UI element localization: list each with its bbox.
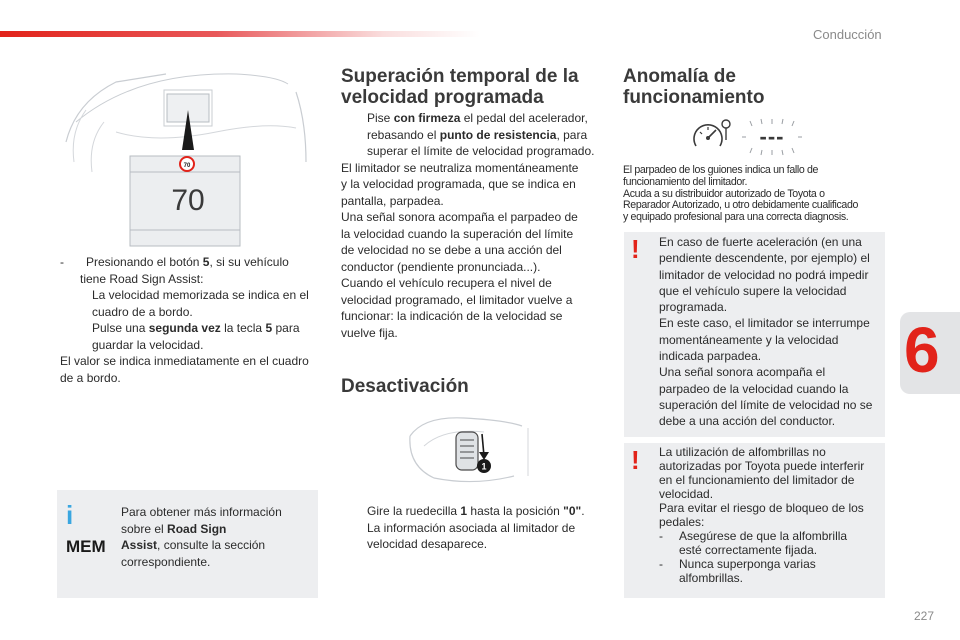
dash-marker: - — [659, 557, 663, 571]
heading-line: Superación temporal de la — [341, 66, 579, 87]
warning-line: parpadeo de la velocidad cuando la — [659, 381, 849, 396]
warning-icon: ! — [631, 234, 640, 264]
middle-step — [341, 110, 609, 127]
page-number: 227 — [914, 609, 935, 623]
floor-mat-bullet — [659, 529, 883, 557]
warning-line: Para evitar el riesgo de bloqueo de los — [659, 501, 864, 515]
middle-bold: con firmeza — [393, 111, 461, 125]
middle-text: rebasando el — [367, 127, 440, 142]
fault-line: funcionamiento del limitador. — [623, 175, 748, 188]
middle-line: la velocidad cuando la superación del límite — [341, 226, 574, 241]
left-text: Pulse una — [92, 321, 149, 335]
info-text: , consulte la sección — [157, 538, 266, 552]
middle-line: de velocidad no se debe a una acción del — [341, 243, 562, 257]
warning-line: velocidad. — [659, 487, 714, 501]
middle-line: vuelve fija. — [341, 325, 398, 340]
left-line: cuadro de a bordo. — [92, 304, 193, 319]
left-text: Presionando el botón — [86, 255, 203, 269]
left-sub-bullet — [60, 287, 322, 304]
warning-line: En este caso, el limitador se interrumpe — [659, 316, 870, 331]
warning-line: superación del límite de velocidad no se — [659, 397, 873, 412]
info-line: Para obtener más información — [121, 505, 282, 519]
info-bold: Road Sign — [167, 521, 227, 536]
left-text: la tecla — [220, 321, 266, 335]
warning-line: debe a una acción del conductor. — [659, 414, 836, 429]
key-5: 5 — [202, 255, 210, 269]
warning-line: autorizadas por Toyota puede interferir — [659, 459, 865, 473]
deact-text: Gire la ruedecilla — [367, 504, 461, 518]
left-step-1 — [60, 254, 322, 271]
middle-line: Cuando el vehículo recupera el nivel de — [341, 276, 552, 290]
speed-display-text: 70 — [171, 184, 205, 217]
warning-line: programada. — [659, 300, 728, 315]
header-accent-bar — [0, 31, 480, 37]
info-icon: i — [66, 500, 74, 530]
middle-line: velocidad programado, el limitador vuelve a — [341, 292, 573, 307]
warning-text-floor-mats — [659, 445, 883, 585]
deact-text: . — [581, 504, 585, 518]
fault-description — [623, 165, 885, 224]
left-sub-bullet — [60, 320, 322, 337]
warning-line: Una señal sonora acompaña el — [659, 365, 826, 380]
heading-line: velocidad programada — [341, 87, 544, 108]
warning-line: La utilización de alfombrillas no — [659, 445, 826, 459]
middle-text: el pedal del acelerador, — [460, 111, 588, 125]
warning-line: Nunca superponga varias — [679, 557, 816, 571]
deact-line: La información asociada al limitador de — [367, 520, 576, 535]
dashes-display: --- — [759, 124, 785, 149]
warning-line: que el vehículo supere la velocidad — [659, 283, 847, 298]
speed-badge-text: 70 — [183, 163, 191, 169]
fault-line: y equipado profesional para una correcta diagnosis. — [623, 211, 849, 224]
middle-body — [341, 110, 609, 341]
deactivation-step — [341, 503, 609, 520]
middle-text: Pise — [367, 111, 394, 125]
lever-callout-number: 1 — [481, 461, 487, 472]
left-text: , si su vehículo — [209, 255, 289, 269]
warning-icon: ! — [631, 445, 640, 475]
info-box-text — [121, 504, 311, 570]
section-title: Conducción — [813, 27, 882, 42]
info-line: correspondiente. — [121, 554, 211, 569]
left-text: La velocidad memorizada se indica en el — [92, 288, 309, 302]
heading-line: funcionamiento — [623, 87, 765, 108]
fault-line: Reparador Autorizado, u otro debidamente cualificado — [623, 199, 859, 212]
instrument-cluster-illustration — [56, 62, 318, 262]
right-heading — [623, 66, 863, 108]
mem-label: MEM — [66, 537, 106, 556]
middle-text: , para — [556, 127, 588, 142]
middle-line: El limitador se neutraliza momentáneamente — [341, 160, 579, 175]
deactivation-heading: Desactivación — [341, 376, 469, 397]
left-line: El valor se indica inmediatamente en el cuadro — [60, 354, 309, 368]
warning-line: en el funcionamiento del limitador de — [659, 473, 855, 487]
lever-illustration — [404, 406, 534, 488]
info-bold: Assist — [121, 538, 158, 552]
middle-line: funcionar: la indicación de la velocidad se — [341, 309, 563, 323]
warning-line: esté correctamente fijada. — [679, 543, 818, 557]
fault-line: Acuda a su distribuidor autorizado de Toyota o — [623, 187, 825, 200]
info-line — [121, 537, 311, 554]
fault-line: El parpadeo de los guiones indica un fallo de — [623, 164, 819, 176]
middle-line: Una señal sonora acompaña el parpadeo de — [341, 210, 578, 224]
middle-line: pantalla, parpadea. — [341, 193, 444, 208]
middle-line: superar el límite de velocidad programado. — [367, 144, 595, 158]
warning-line: pedales: — [659, 515, 705, 529]
floor-mat-bullet — [659, 557, 883, 585]
left-instructions — [60, 254, 322, 386]
warning-text-acceleration — [659, 234, 883, 430]
info-text: sobre el — [121, 521, 168, 536]
left-bold: segunda vez — [148, 321, 221, 335]
left-bold: 5 — [265, 321, 273, 335]
middle-line — [341, 127, 609, 144]
blinking-dashes-icon — [738, 118, 806, 158]
middle-heading — [341, 66, 601, 108]
heading-line: Anomalía de — [623, 66, 736, 87]
middle-bold: punto de resistencia — [439, 127, 557, 142]
deact-bold: "0" — [563, 504, 582, 518]
deact-bold: 1 — [460, 504, 468, 518]
dash-marker: - — [60, 255, 64, 269]
warning-line: Asegúrese de que la alfombrilla — [679, 529, 848, 543]
speed-limiter-icon — [690, 118, 732, 154]
middle-line: conductor (pendiente pronunciada...). — [341, 259, 541, 274]
dash-marker: - — [659, 529, 663, 543]
left-line: guardar la velocidad. — [92, 337, 204, 352]
left-text: para — [272, 321, 300, 335]
deact-text: hasta la posición — [467, 504, 564, 518]
left-line: tiene Road Sign Assist: — [80, 271, 204, 286]
chapter-number: 6 — [904, 314, 940, 386]
warning-line: indicada parpadea. — [659, 349, 762, 364]
warning-line: pendiente descendente, por ejemplo) el — [659, 251, 870, 266]
warning-line: alfombrillas. — [679, 571, 744, 585]
deactivation-body — [341, 503, 609, 553]
warning-line: momentáneamente y la velocidad — [659, 332, 839, 347]
deact-line: velocidad desaparece. — [367, 537, 488, 551]
middle-line: y la velocidad programada, que se indica en — [341, 177, 576, 191]
warning-line: limitador de velocidad no podrá impedir — [659, 267, 869, 282]
left-line: de a bordo. — [60, 370, 121, 385]
warning-line: En caso de fuerte aceleración (en una — [659, 235, 862, 249]
info-line — [121, 521, 311, 538]
